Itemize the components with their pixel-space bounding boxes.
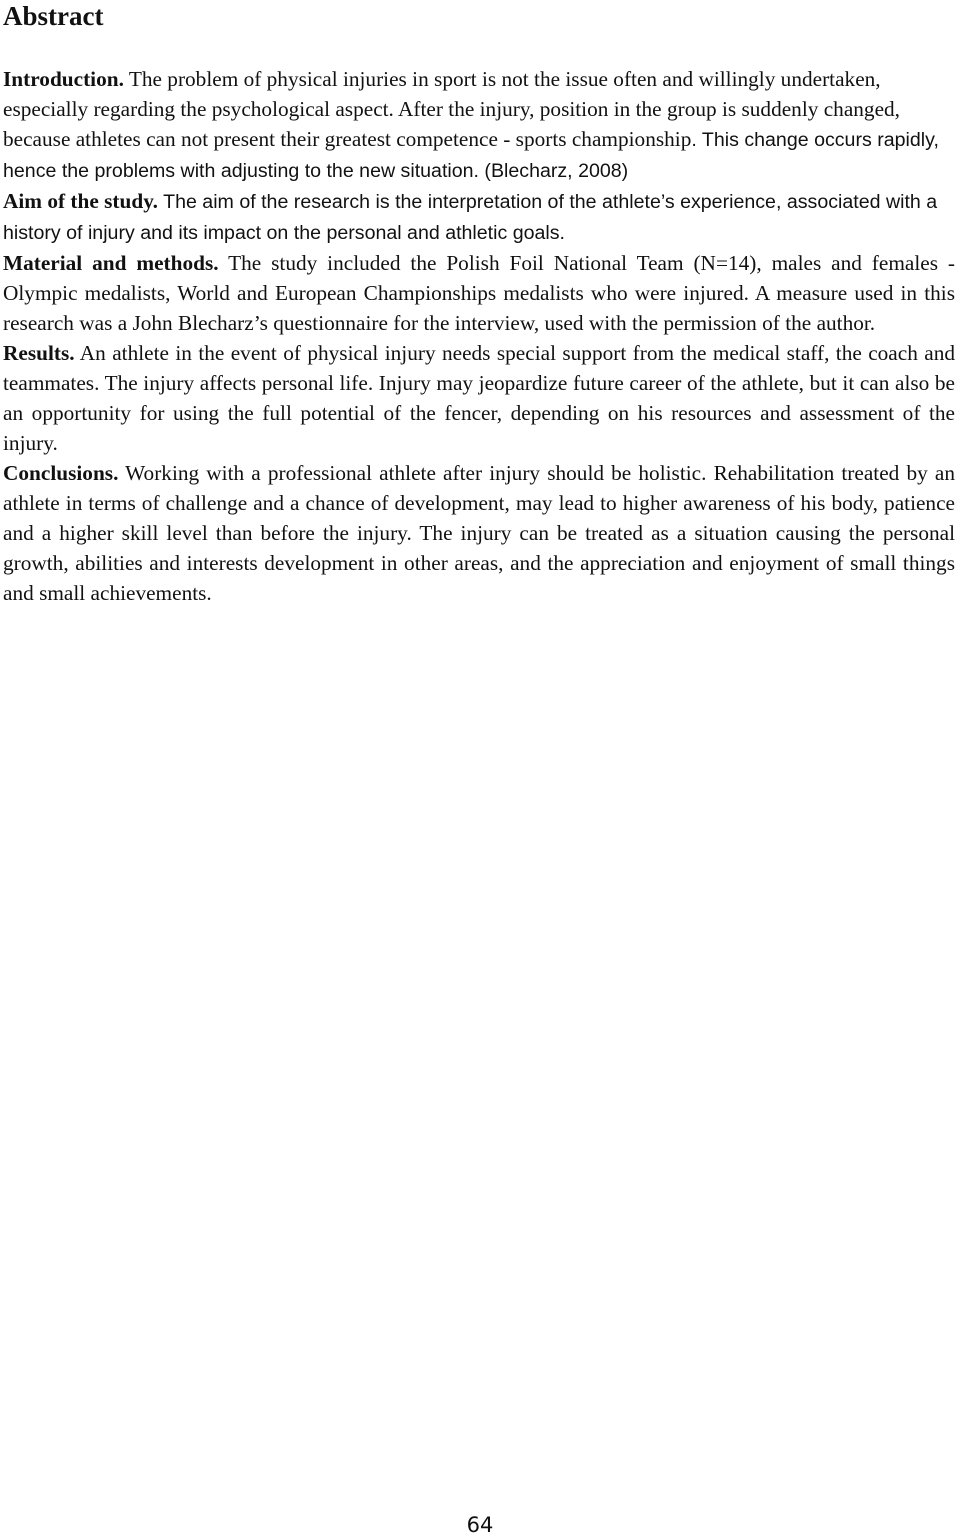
- document-page: [3, 0, 955, 608]
- conclusions-section: [3, 458, 955, 608]
- introduction-text-continued: . This change occurs rapidly, hence the problems with adjusting to the new situation. (Blecharz, 2008): [3, 129, 939, 182]
- aim-label: Aim of the study.: [3, 189, 159, 213]
- introduction-text: The problem of physical injuries in sport is not the issue often and willingly undertaken, especially regarding the psychological aspect. After the injury, position in the group is suddenly changed, because athletes can not present their greatest competence - sports championship: [3, 67, 900, 151]
- results-section: [3, 338, 955, 458]
- abstract-title: Abstract: [3, 1, 104, 31]
- introduction-label: Introduction.: [3, 67, 124, 91]
- methods-text: The study included the Polish Foil National Team (N=14), males and females - Olympic medalists, World and European Championships medalists who were injured. A measure used in this research was a John Blecharz’s questionnaire for the interview, used with the permission of the author.: [3, 251, 956, 335]
- methods-section: [3, 248, 955, 338]
- methods-label: Material and methods.: [3, 251, 219, 275]
- aim-section: [3, 186, 955, 248]
- results-text: An athlete in the event of physical injury needs special support from the medical staff, the coach and teammates. The injury affects personal life. Injury may jeopardize future career of the athlete, but it can also be an opportunity for using the full potential of the fencer, depending on his resources and assessment of the injury.: [3, 341, 955, 455]
- results-label: Results.: [3, 341, 75, 365]
- page-number: 64: [466, 1513, 494, 1537]
- conclusions-text: Working with a professional athlete after injury should be holistic. Rehabilitation treated by an athlete in terms of challenge and a chance of development, may lead to higher awareness of his body, patience and a higher skill level than before the injury. The injury can be treated as a situation causing the personal growth, abilities and interests development in other areas, and the appreciation and enjoyment of small things and small achievements.: [3, 461, 955, 605]
- introduction-section: [3, 64, 955, 186]
- aim-text: The aim of the research is the interpretation of the athlete’s experience, associated with a history of injury and its impact on the personal and athletic goals.: [3, 191, 938, 244]
- conclusions-label: Conclusions.: [3, 461, 119, 485]
